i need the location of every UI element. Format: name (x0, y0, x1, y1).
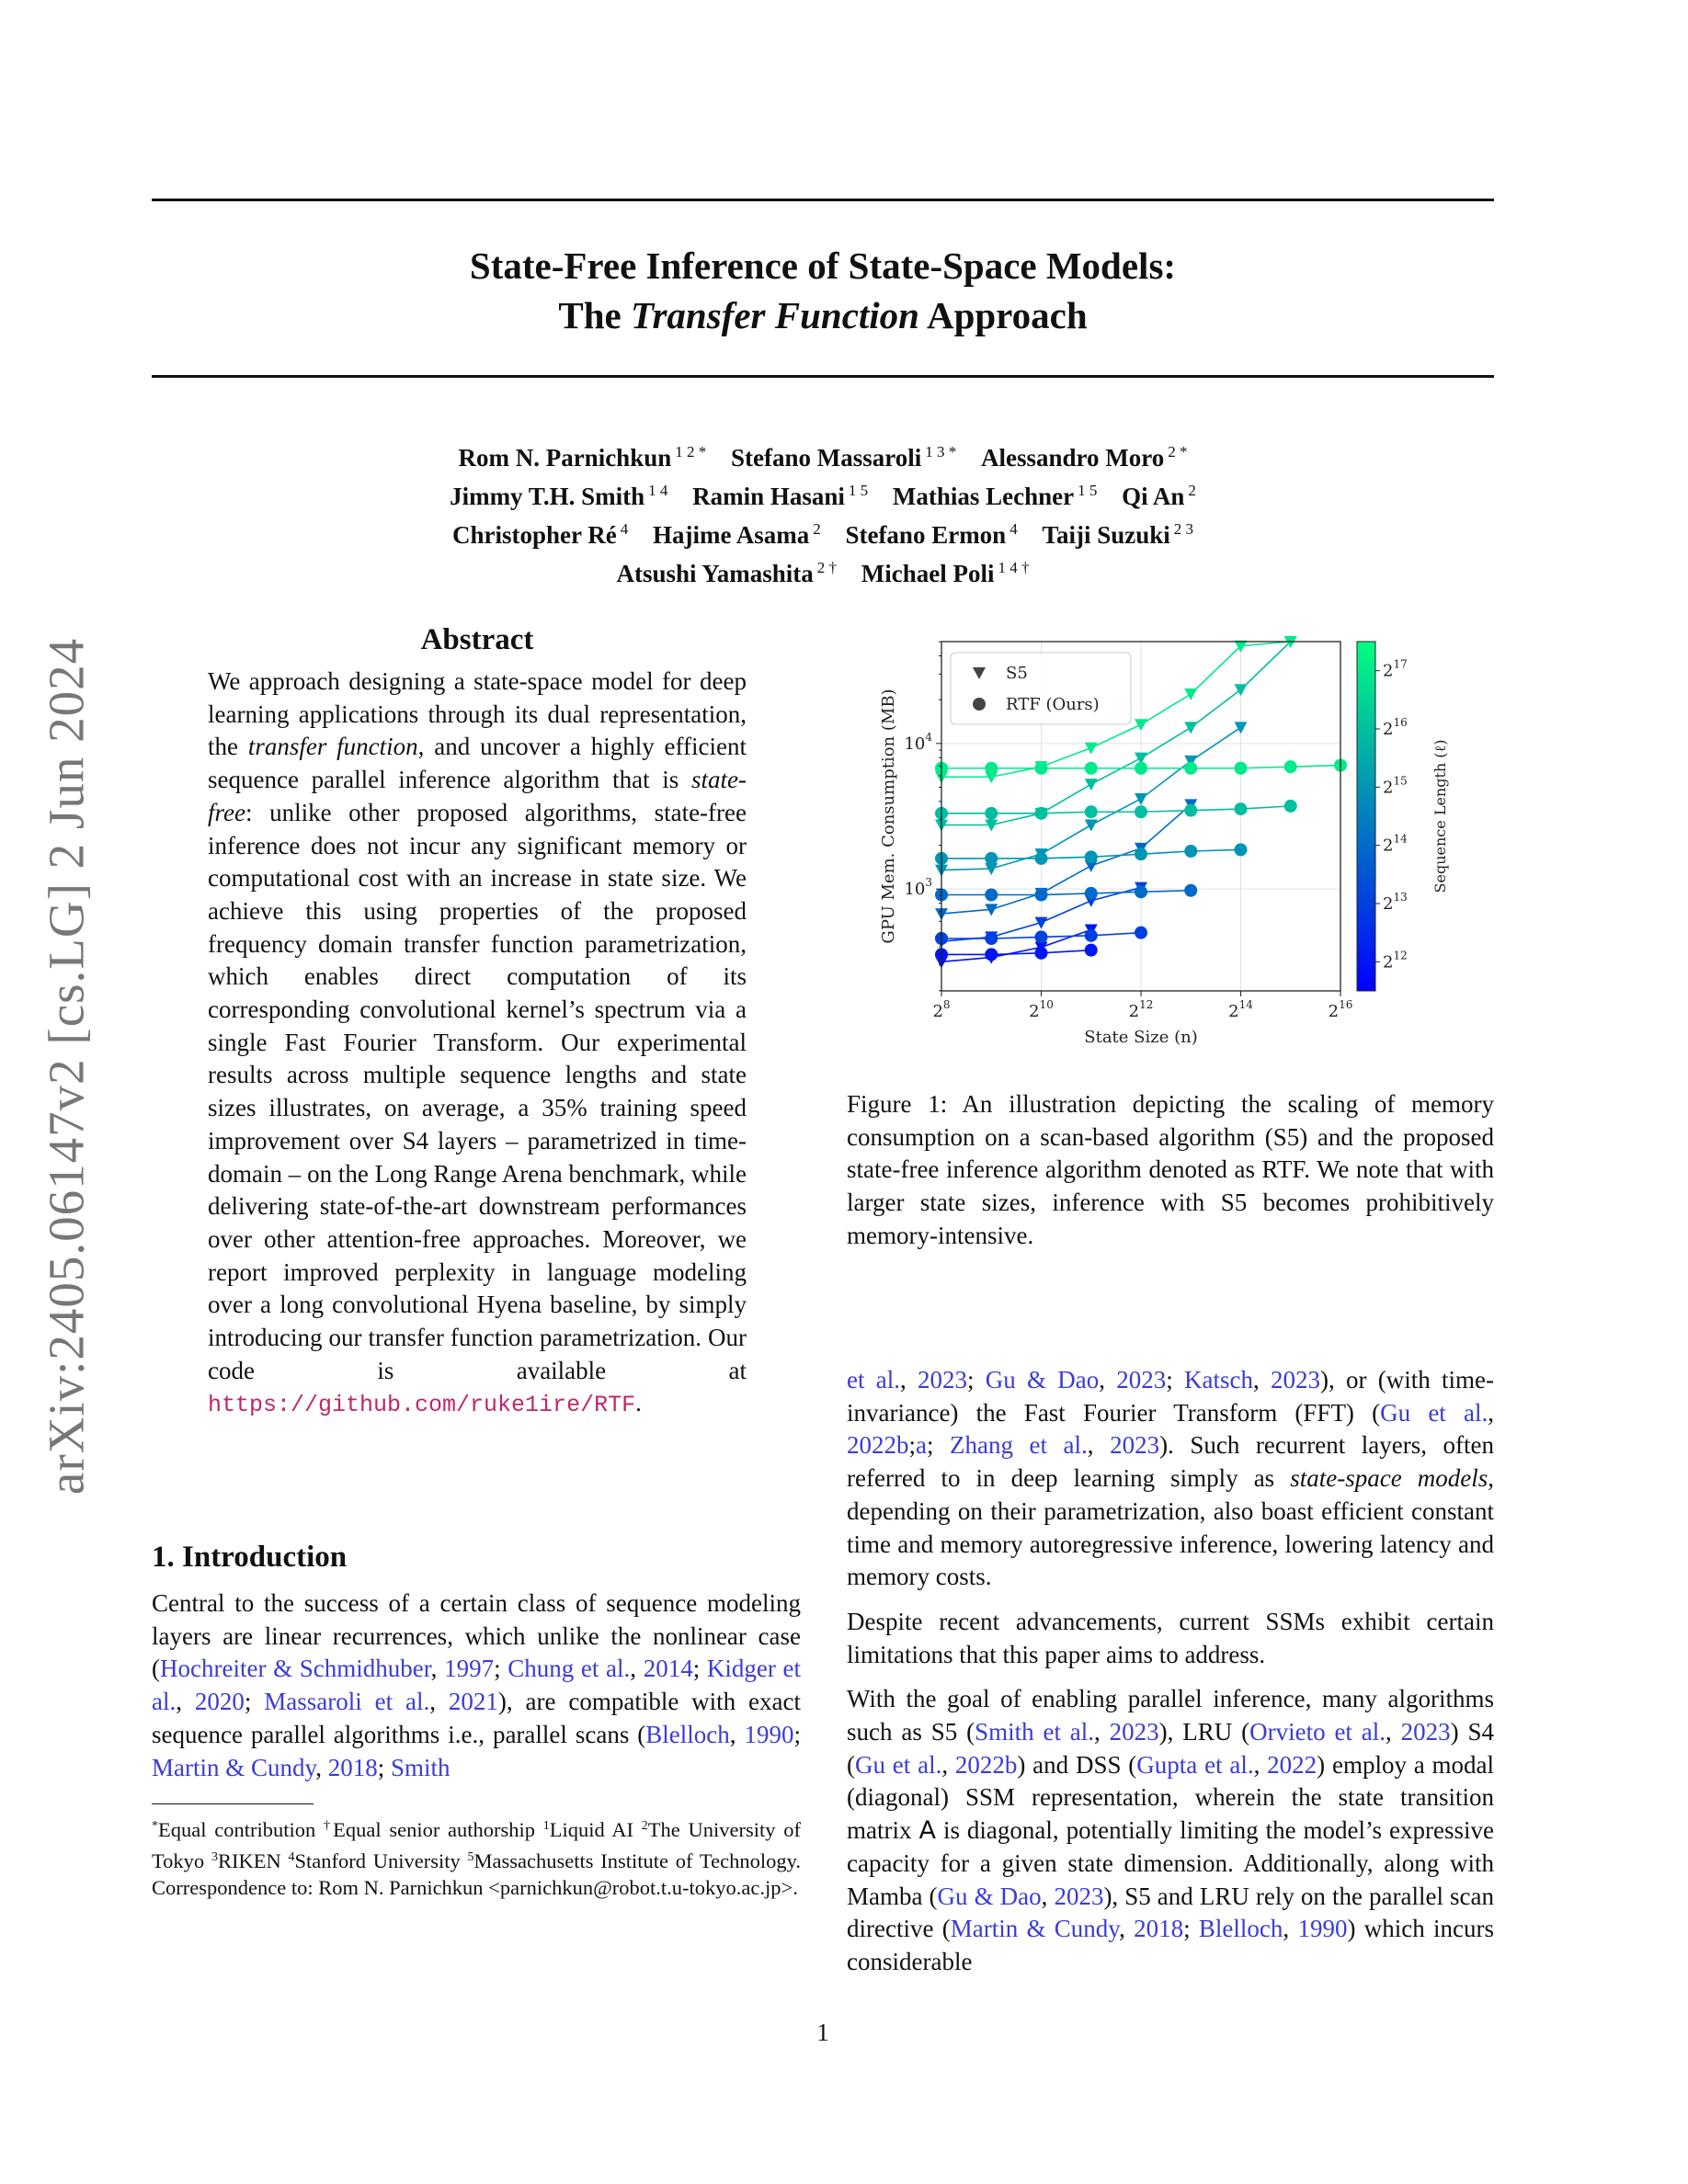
arxiv-stamp (39, 597, 94, 1535)
citation-link[interactable]: 2020 (194, 1688, 245, 1716)
citation-link[interactable]: a (916, 1431, 927, 1460)
citation-link[interactable]: 2023 (1116, 1366, 1167, 1393)
citation-link[interactable]: 2023 (1271, 1366, 1321, 1393)
x-tick-label: $2^{14}$ (1228, 998, 1253, 1021)
citation-link[interactable]: 2023 (1400, 1718, 1451, 1746)
citation-link[interactable]: et al. (847, 1366, 900, 1393)
s5-point (1184, 722, 1197, 734)
rtf-point (1135, 762, 1147, 775)
paper-title (152, 241, 1494, 340)
colorbar-tick-label: $2^{15}$ (1383, 774, 1408, 798)
page-number: 1 (816, 2019, 829, 2046)
citation-link[interactable]: Gu et al. (1380, 1398, 1488, 1427)
x-tick-label: $2^{10}$ (1029, 998, 1054, 1021)
text-run: ) employ a modal (diagonal) SSM representation, wherein the state transition matrix (847, 1750, 1495, 1845)
title-line-2-italic: Transfer Function (630, 294, 919, 336)
text-run: , (1283, 1915, 1298, 1943)
citation-link[interactable]: Orvieto et al. (1249, 1718, 1386, 1746)
section-heading-introduction: 1. Introduction (152, 1541, 348, 1574)
rtf-point (985, 889, 998, 902)
text-run: With the goal of enabling parallel inference, many algorithms such as S5 ( (847, 1685, 1494, 1746)
rtf-point (985, 932, 998, 945)
y-tick-label: $10^3$ (904, 876, 932, 900)
introduction-body: Central to the success of a certain class of sequence modeling layers are linear recurrences, which unlike the nonlinear case (Hochreiter & Schmidhuber, 1997; Chung et al., 2014; Kidger et al., 2020; Massaroli et al., 2021), are compatible with exact sequence parallel algorithms i.e., parallel scans (Blelloch, 1990; Martin & Cundy, 2018; Smith (152, 1589, 802, 1781)
rtf-point (1085, 850, 1098, 863)
rtf-point (985, 807, 998, 820)
citation-link[interactable]: Blelloch (1198, 1915, 1283, 1943)
code-link[interactable]: https://github.com/ruke1ire/RTF (208, 1392, 636, 1419)
author: Christopher Ré $^4$ (451, 520, 629, 549)
rtf-point (985, 852, 998, 865)
s5-point (1184, 688, 1197, 700)
rtf-point (1235, 843, 1248, 856)
text-run: , (1099, 1366, 1117, 1393)
legend-label-rtf: RTF (Ours) (1006, 695, 1100, 714)
colorbar (1357, 642, 1449, 991)
colorbar-tick-label: $2^{13}$ (1383, 891, 1408, 914)
rtf-point (1184, 884, 1197, 897)
citation-link[interactable]: Gu & Dao (985, 1366, 1100, 1393)
legend-label-s5: S5 (1006, 664, 1028, 683)
text-run: , (1253, 1750, 1268, 1779)
x-tick-label: $2^{12}$ (1128, 998, 1154, 1021)
text-run: ), or (with time-invariance) the Fast Fourier Transform (FFT) ( (847, 1366, 1495, 1427)
text-run: ) S4 ( (847, 1718, 1495, 1779)
chart-legend (951, 653, 1131, 724)
citation-link[interactable]: 2023 (918, 1366, 967, 1393)
author: Stefano Ermon $^4$ (845, 520, 1018, 549)
citation-link[interactable]: Hochreiter & Schmidhuber (160, 1655, 431, 1683)
s5-point (1135, 793, 1147, 805)
author-line (152, 474, 1494, 513)
abstract-body: We approach designing a state-space model for deep learning applications through its dual representation, the transfer function, and uncover a highly efficient sequence parallel inference algorithm that is state-free: unlike other proposed algorithms, state-free inference does not incur any significant memory or computational cost with an increase in state size. We achieve this using properties of the proposed frequency domain transfer function parametrization, which enables direct computation of its corresponding convolutional kernel’s spectrum via a single Fast Fourier Transform. Our experimental results across multiple sequence lengths and state sizes illustrates, on average, a 35% training speed improvement over S4 layers – parametrized in time-domain – on the Long Range Arena benchmark, while delivering state-of-the-art downstream performances over other attention-free approaches. Moreover, we report improved perplexity in language modeling over a long convolutional Hyena baseline, by simply introducing our transfer function parametrization. Our code is available at https://github.com/ruke1ire/RTF. (208, 667, 747, 1419)
s5-point (1035, 917, 1048, 929)
text-run: is diagonal, potentially limiting the model’s expressive capacity for a given state dimension. Additionally, along with Mamba ( (847, 1816, 1494, 1910)
colorbar-gradient (1357, 642, 1375, 991)
author: Hajime Asama $^2$ (652, 520, 821, 549)
author-line (152, 552, 1494, 590)
author-line (152, 436, 1494, 474)
paragraph (847, 1683, 1494, 1978)
author: Taiji Suzuki $^{2 3}$ (1042, 520, 1194, 549)
author: Stefano Massaroli $^{1 3 *}$ (731, 443, 957, 472)
text-run: ; (927, 1431, 951, 1460)
rtf-point (1284, 800, 1297, 813)
x-tick-label: $2^8$ (932, 998, 951, 1021)
author-line (152, 513, 1494, 552)
citation-link[interactable]: Martin & Cundy (950, 1915, 1120, 1943)
citation-link[interactable]: Smith (391, 1753, 451, 1781)
rtf-point (1035, 807, 1048, 820)
rtf-point (1235, 762, 1248, 775)
series-line (941, 891, 1191, 895)
s5-point (1135, 719, 1147, 731)
text-run: , (941, 1750, 955, 1779)
s5-point (1085, 820, 1098, 832)
citation-link[interactable]: Zhang et al. (950, 1431, 1088, 1460)
rtf-point (1035, 947, 1048, 960)
paragraph: Despite recent advancements, current SSMs exhibit certain limitations that this paper aims to address. (847, 1607, 1494, 1668)
text-run: , (1094, 1718, 1110, 1746)
text-run: , depending on their parametrization, also boast efficient constant time and memory autoregressive inference, lowering latency and memory costs. (847, 1464, 1495, 1591)
rtf-point (1035, 930, 1048, 943)
author: Atsushi Yamashita $^{2 \dagger}$ (616, 559, 838, 587)
rtf-series (935, 843, 1248, 865)
citation-link[interactable]: Massaroli et al. (264, 1688, 430, 1716)
colorbar-tick-label: $2^{12}$ (1383, 949, 1408, 973)
text-run: ) and DSS ( (1017, 1750, 1137, 1779)
text-run: , (1386, 1718, 1401, 1746)
rtf-point (1184, 804, 1197, 817)
s5-point (1085, 743, 1098, 755)
rtf-point (1035, 889, 1048, 902)
citation-link[interactable]: 2022b (954, 1750, 1018, 1779)
text-run: , (1253, 1366, 1272, 1393)
citation-link[interactable]: 2021 (448, 1688, 498, 1716)
citation-link[interactable]: 1990 (744, 1720, 794, 1748)
citation-link[interactable]: 2023 (1110, 1431, 1160, 1460)
citation-link[interactable]: Smith et al. (975, 1718, 1095, 1746)
citation-link[interactable]: 2014 (643, 1655, 693, 1683)
title-rule-top (152, 199, 1494, 201)
rtf-point (1284, 760, 1297, 773)
paragraph (847, 1364, 1494, 1594)
citation-link[interactable]: Gu et al. (855, 1750, 942, 1779)
math-symbol: A (918, 1816, 936, 1846)
citation-link[interactable]: Gu & Dao (937, 1882, 1042, 1910)
colorbar-label: Sequence Length (ℓ) (1431, 739, 1449, 893)
text-run: ), S5 and LRU rely on the parallel scan directive ( (847, 1882, 1495, 1943)
citation-link[interactable]: 2023 (1054, 1882, 1104, 1910)
s5-point (1085, 779, 1098, 791)
rtf-point (1135, 885, 1147, 898)
rtf-point (1235, 802, 1248, 815)
rtf-point (1085, 762, 1098, 775)
author: Alessandro Moro $^{2 *}$ (981, 443, 1188, 472)
title-rule-bottom (152, 375, 1494, 378)
citation-link[interactable]: Martin & Cundy (152, 1753, 316, 1781)
rtf-point (1184, 762, 1197, 775)
title-line-2 (152, 290, 1494, 340)
text-run: ; (908, 1431, 917, 1460)
text-run: ) which incurs considerable (847, 1915, 1494, 1975)
colorbar-tick-label: $2^{16}$ (1383, 716, 1408, 739)
text-run: ; (967, 1366, 986, 1393)
s5-series (935, 925, 1098, 969)
citation-link[interactable]: 2023 (1109, 1718, 1159, 1746)
author: Mathias Lechner $^{1 5}$ (892, 482, 1098, 510)
y-axis-label: GPU Mem. Consumption (MB) (879, 688, 898, 944)
figure-1-caption: Figure 1: An illustration depicting the scaling of memory consumption on a scan-based algorithm (S5) and the proposed state-free inference algorithm denoted as RTF. We note that with larger state sizes, inference with S5 becomes prohibitively memory-intensive. (847, 1090, 1494, 1249)
citation-link[interactable]: 2022b (847, 1431, 909, 1460)
author: Rom N. Parnichkun $^{1 2 *}$ (458, 443, 707, 472)
arxiv-id: arXiv:2405.06147v2 [cs.LG] 2 Jun 2024 (38, 637, 95, 1496)
emphasis-text: state-space models (1290, 1464, 1488, 1493)
title-line-1: State-Free Inference of State-Space Models: (469, 245, 1177, 287)
title-line-2-post: Approach (918, 294, 1088, 336)
citation-link[interactable]: 2022 (1267, 1750, 1317, 1779)
rtf-point (1035, 762, 1048, 775)
text-run: , (1087, 1431, 1111, 1460)
citation-link[interactable]: 2018 (1134, 1915, 1184, 1943)
rtf-point (1135, 927, 1147, 939)
legend-marker-circle (973, 698, 986, 711)
rtf-point (1135, 805, 1147, 818)
citation-link[interactable]: Kidger et al. (152, 1655, 802, 1716)
citation-link[interactable]: 2018 (327, 1753, 378, 1781)
colorbar-tick-label: $2^{14}$ (1383, 832, 1408, 856)
citation-link[interactable]: 1990 (1297, 1915, 1348, 1943)
abstract-heading: Abstract (420, 623, 534, 656)
author: Michael Poli $^{1 4 \dagger}$ (861, 559, 1030, 587)
author: Jimmy T.H. Smith $^{1 4}$ (450, 482, 668, 510)
author-list (152, 436, 1494, 590)
s5-series (935, 799, 1197, 920)
x-axis-label: State Size (n) (1084, 1028, 1198, 1047)
author: Qi An $^2$ (1122, 482, 1196, 510)
figure-1-chart (864, 634, 1449, 1075)
citation-link[interactable]: Katsch (1184, 1366, 1254, 1393)
rtf-point (1184, 845, 1197, 858)
text-run: , (1119, 1915, 1135, 1943)
rtf-point (1135, 847, 1147, 860)
text-run: ), LRU ( (1158, 1718, 1250, 1746)
rtf-series (935, 800, 1297, 820)
text-run: ). Such recurrent layers, often referred to in deep learning simply as (847, 1431, 1495, 1493)
text-run: , (899, 1366, 918, 1393)
colorbar-tick-label: $2^{17}$ (1383, 657, 1408, 681)
rtf-point (1085, 944, 1098, 957)
rtf-point (985, 948, 998, 961)
x-tick-label: $2^{16}$ (1328, 998, 1353, 1021)
text-run: , (1041, 1882, 1055, 1910)
s5-point (1235, 684, 1248, 696)
y-tick-label: $10^4$ (904, 730, 932, 754)
footnote-rule (152, 1803, 314, 1804)
title-line-2-pre: The (558, 294, 631, 336)
rtf-point (1085, 929, 1098, 942)
text-run: ; (1166, 1366, 1185, 1393)
citation-link[interactable]: Gupta et al. (1136, 1750, 1254, 1779)
right-column-body (847, 1364, 1494, 1991)
s5-point (1235, 722, 1248, 734)
rtf-series (935, 884, 1197, 902)
author: Ramin Hasani $^{1 5}$ (692, 482, 869, 510)
text-run: , (1488, 1398, 1494, 1427)
rtf-point (1085, 887, 1098, 900)
footnote: *Equal contribution †Equal senior authorship $^1$Liquid AI $^2$The University of Tokyo $^3$RIKEN $^4$Stanford University $^5$Massachusetts Institute of Technology. Correspondence to: Rom N. Parnichkun <parnichkun@robot.t.u-tokyo.ac.jp>. (152, 1818, 802, 1900)
rtf-point (985, 762, 998, 775)
citation-link[interactable]: 1997 (444, 1655, 495, 1683)
text-run: ; (1183, 1915, 1199, 1943)
series-line (941, 930, 1091, 962)
rtf-point (1035, 852, 1048, 865)
citation-link[interactable]: Chung et al. (508, 1655, 631, 1683)
rtf-point (1085, 805, 1098, 818)
citation-link[interactable]: Blelloch (645, 1720, 730, 1748)
